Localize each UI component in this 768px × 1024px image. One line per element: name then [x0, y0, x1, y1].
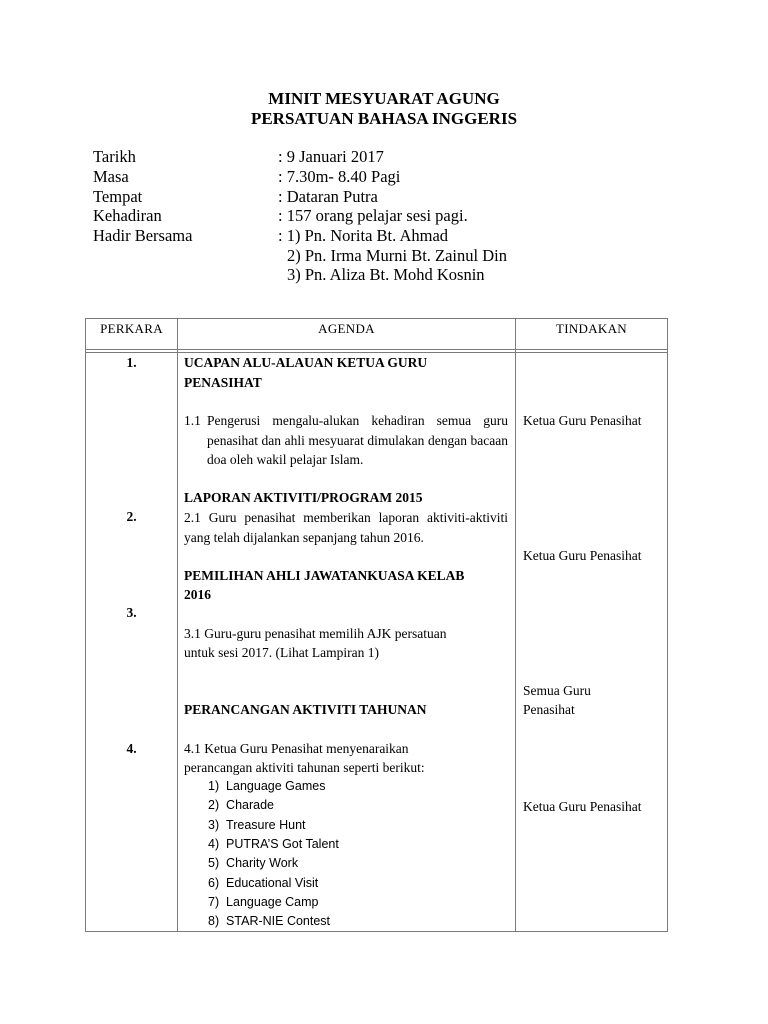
- item-3-number: 3.: [126, 605, 137, 620]
- item-3-heading-line-1: PEMILIHAN AHLI JAWATANKUASA KELAB: [184, 568, 465, 583]
- item-3-heading-line-2: 2016: [184, 587, 211, 602]
- list-item: 7) Language Camp: [208, 895, 319, 909]
- header-perkara: PERKARA: [100, 321, 163, 336]
- item-3-sub-line-1: 3.1 Guru-guru penasihat memilih AJK persatuan: [184, 626, 447, 641]
- kehadiran-value: : 157 orang pelajar sesi pagi.: [278, 206, 468, 225]
- table-border-left: [85, 318, 86, 932]
- tarikh-value: : 9 Januari 2017: [278, 147, 384, 166]
- list-item: 6) Educational Visit: [208, 876, 319, 890]
- header-tindakan: TINDAKAN: [556, 321, 627, 336]
- item-2-number: 2.: [126, 509, 137, 524]
- tempat-value: : Dataran Putra: [278, 187, 378, 206]
- tempat-label: Tempat: [93, 187, 143, 206]
- item-3-tindakan-line-1: Semua Guru: [523, 683, 591, 698]
- list-item: 3) Treasure Hunt: [208, 818, 306, 832]
- item-4-sub-line-1: 4.1 Ketua Guru Penasihat menyenaraikan: [184, 741, 409, 756]
- table-header-divider-1: [85, 349, 668, 350]
- list-item: 8) STAR-NIE Contest: [208, 914, 331, 928]
- table-border-right: [667, 318, 668, 932]
- item-1-tindakan: Ketua Guru Penasihat: [523, 413, 642, 428]
- masa-label: Masa: [93, 167, 129, 186]
- list-item: 5) Charity Work: [208, 856, 299, 870]
- item-4-tindakan: Ketua Guru Penasihat: [523, 799, 642, 814]
- hadir-person-1: : 1) Pn. Norita Bt. Ahmad: [278, 226, 449, 245]
- item-1-number: 1.: [126, 355, 137, 370]
- title-line-2: PERSATUAN BAHASA INGGERIS: [250, 109, 518, 128]
- table-border-top: [85, 318, 668, 319]
- item-1-heading-line-1: UCAPAN ALU-ALAUAN KETUA GURU: [184, 355, 428, 370]
- list-item: 2) Charade: [208, 798, 275, 812]
- item-1-heading-line-2: PENASIHAT: [184, 375, 262, 390]
- table-col-divider-1: [177, 318, 178, 932]
- tarikh-label: Tarikh: [93, 147, 136, 166]
- item-4-sub-line-2: perancangan aktiviti tahunan seperti berikut:: [184, 760, 425, 775]
- item-3-sub-line-2: untuk sesi 2017. (Lihat Lampiran 1): [184, 645, 379, 660]
- table-col-divider-2: [515, 318, 516, 932]
- item-2-sub-text: 2.1 Guru penasihat memberikan laporan aktiviti-aktiviti yang telah dijalankan sepanjang tahun 2016.: [184, 510, 508, 545]
- title-line-1: MINIT MESYUARAT AGUNG: [268, 89, 500, 108]
- item-4-number: 4.: [126, 741, 137, 756]
- hadir-label: Hadir Bersama: [93, 226, 193, 245]
- header-agenda: AGENDA: [318, 321, 375, 336]
- kehadiran-label: Kehadiran: [93, 206, 162, 225]
- list-item: 1) Language Games: [208, 779, 326, 793]
- item-2-heading: LAPORAN AKTIVITI/PROGRAM 2015: [184, 490, 423, 505]
- masa-value: : 7.30m- 8.40 Pagi: [278, 167, 401, 186]
- item-4-heading: PERANCANGAN AKTIVITI TAHUNAN: [184, 702, 427, 717]
- item-3-tindakan-line-2: Penasihat: [523, 702, 575, 717]
- list-item: 4) PUTRA’S Got Talent: [208, 837, 339, 851]
- item-1-sub-number: 1.1: [184, 413, 201, 428]
- item-1-sub-text: Pengerusi mengalu-alukan kehadiran semua guru penasihat dan ahli mesyuarat dimulakan dengan bacaan doa oleh wakil pelajar Islam.: [207, 413, 508, 467]
- hadir-person-3: 3) Pn. Aliza Bt. Mohd Kosnin: [287, 265, 485, 284]
- table-border-bottom: [85, 931, 668, 932]
- item-2-tindakan: Ketua Guru Penasihat: [523, 548, 642, 563]
- hadir-person-2: 2) Pn. Irma Murni Bt. Zainul Din: [287, 246, 507, 265]
